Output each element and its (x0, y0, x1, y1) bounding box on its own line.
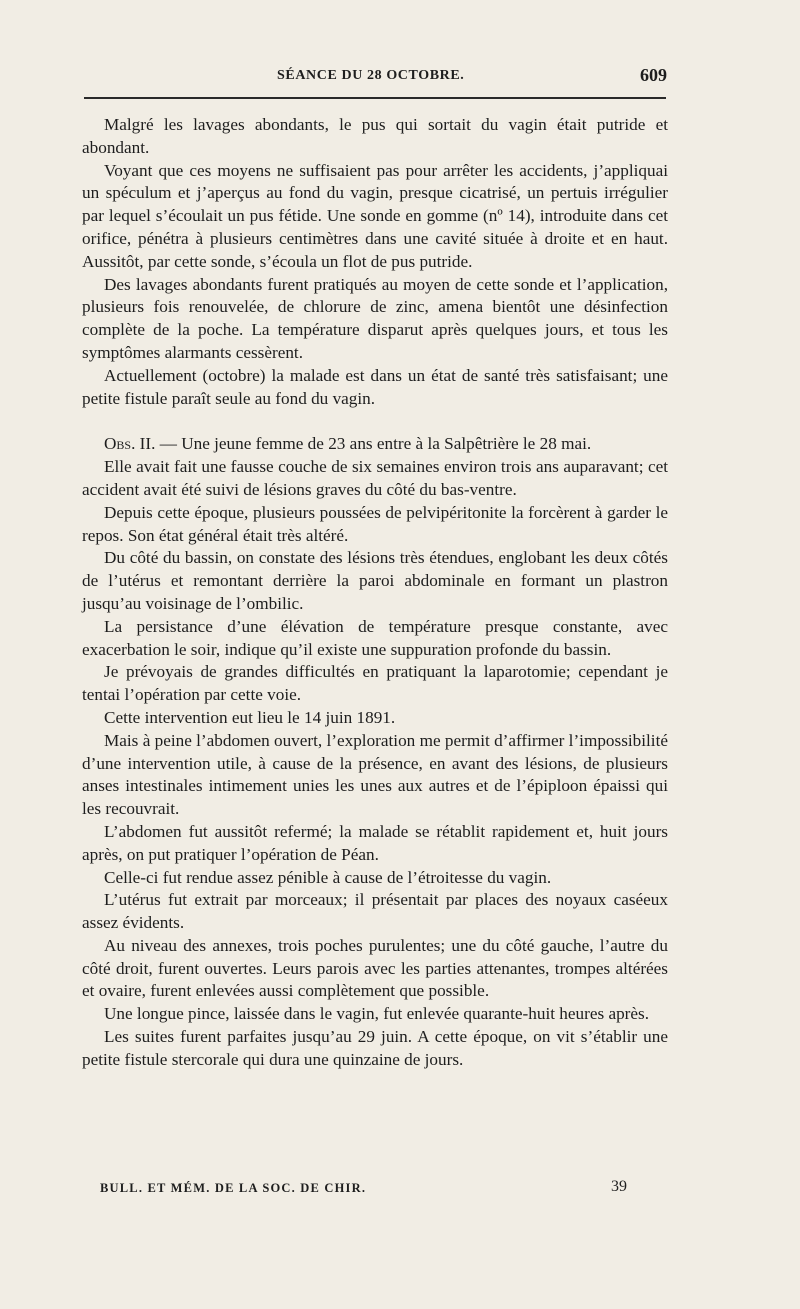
page-header (82, 64, 667, 90)
paragraph: Cette intervention eut lieu le 14 juin 1891. (104, 707, 396, 727)
paragraph: Mais à peine l’abdomen ouvert, l’exploration me permit d’affirmer l’impossibilité d’une intervention utile, à cause de la présence, en avant des lésions, de plusieurs anses intestinales intimement unies les unes aux autres et de l’épiploon épaissi qui les recouvrait. (82, 730, 668, 819)
paragraph: La persistance d’une élévation de température presque constante, avec exacerbation le soir, indique qu’il existe une suppuration profonde du bassin. (82, 616, 668, 659)
footer-journal: BULL. ET MÉM. DE LA SOC. DE CHIR. (100, 1181, 367, 1195)
paragraph: Malgré les lavages abondants, le pus qui sortait du vagin était putride et abondant. (82, 115, 668, 157)
paragraph: L’abdomen fut aussitôt refermé; la malade se rétablit rapidement et, huit jours après, on put pratiquer l’opération de Péan. (82, 821, 668, 864)
running-title: SÉANCE DU 28 OCTOBRE. (277, 68, 465, 83)
header-rule (84, 97, 666, 99)
paragraph: Les suites furent parfaites jusqu’au 29 juin. A cette époque, on vit s’établir une petite fistule stercorale qui dura une quinzaine de jours. (82, 1027, 668, 1069)
body-text (82, 114, 668, 1072)
paragraph: Une longue pince, laissée dans le vagin, fut enlevée quarante-huit heures après. (104, 1004, 650, 1024)
paragraph: L’utérus fut extrait par morceaux; il présentait par places des noyaux caséeux assez évidents. (82, 890, 668, 933)
page-number: 609 (640, 65, 667, 85)
paragraph: Voyant que ces moyens ne suffisaient pas pour arrêter les accidents, j’appliquai un spéculum et j’aperçus au fond du vagin, presque cicatrisé, un pertuis irrégulier par lequel s’écoulait un pus fétide. Une sonde en gomme (nº 14), introduite dans cet orifice, pénétra à plusieurs centimètres dans une cavité située à droite et en haut. Aussitôt, par cette sonde, s’écoula un flot de pus putride. (82, 160, 668, 271)
paragraph: Des lavages abondants furent pratiqués au moyen de cette sonde et l’application, plusieurs fois renouvelée, de chlorure de zinc, amena bientôt une désinfection complète de la poche. La température disparut après quelques jours, et tous les symptômes alarmants cessèrent. (82, 274, 668, 362)
observation-label: Obs. II. (104, 434, 156, 454)
paragraph: Elle avait fait une fausse couche de six semaines environ trois ans auparavant; cet accident avait été suivi de lésions graves du côté du bas-ventre. (82, 457, 668, 499)
signature-mark: 39 (611, 1178, 627, 1195)
page-footer (100, 1178, 627, 1201)
observation-intro: — Une jeune femme de 23 ans entre à la Salpêtrière le 28 mai. (155, 434, 592, 454)
paragraph: Depuis cette époque, plusieurs poussées de pelvipéritonite la forcèrent à garder le repos. Son état général était très altéré. (82, 502, 668, 545)
paragraph: Du côté du bassin, on constate des lésions très étendues, englobant les deux côtés de l’utérus et remontant derrière la paroi abdominale en formant un plastron jusqu’au voisinage de l’ombilic. (82, 548, 668, 613)
paragraph: Celle-ci fut rendue assez pénible à cause de l’étroitesse du vagin. (104, 867, 552, 887)
observation-heading-paragraph (82, 433, 668, 456)
paragraph: Actuellement (octobre) la malade est dans un état de santé très satisfaisant; une petite fistule paraît seule au fond du vagin. (82, 365, 668, 408)
paragraph: Au niveau des annexes, trois poches purulentes; une du côté gauche, l’autre du côté droit, furent ouvertes. Leurs parois avec les parties attenantes, trompes altérées et ovaire, furent enlevées aussi complètement que possible. (82, 935, 668, 1001)
paragraph: Je prévoyais de grandes difficultés en pratiquant la laparotomie; cependant je tentai l’opération par cette voie. (82, 662, 668, 705)
